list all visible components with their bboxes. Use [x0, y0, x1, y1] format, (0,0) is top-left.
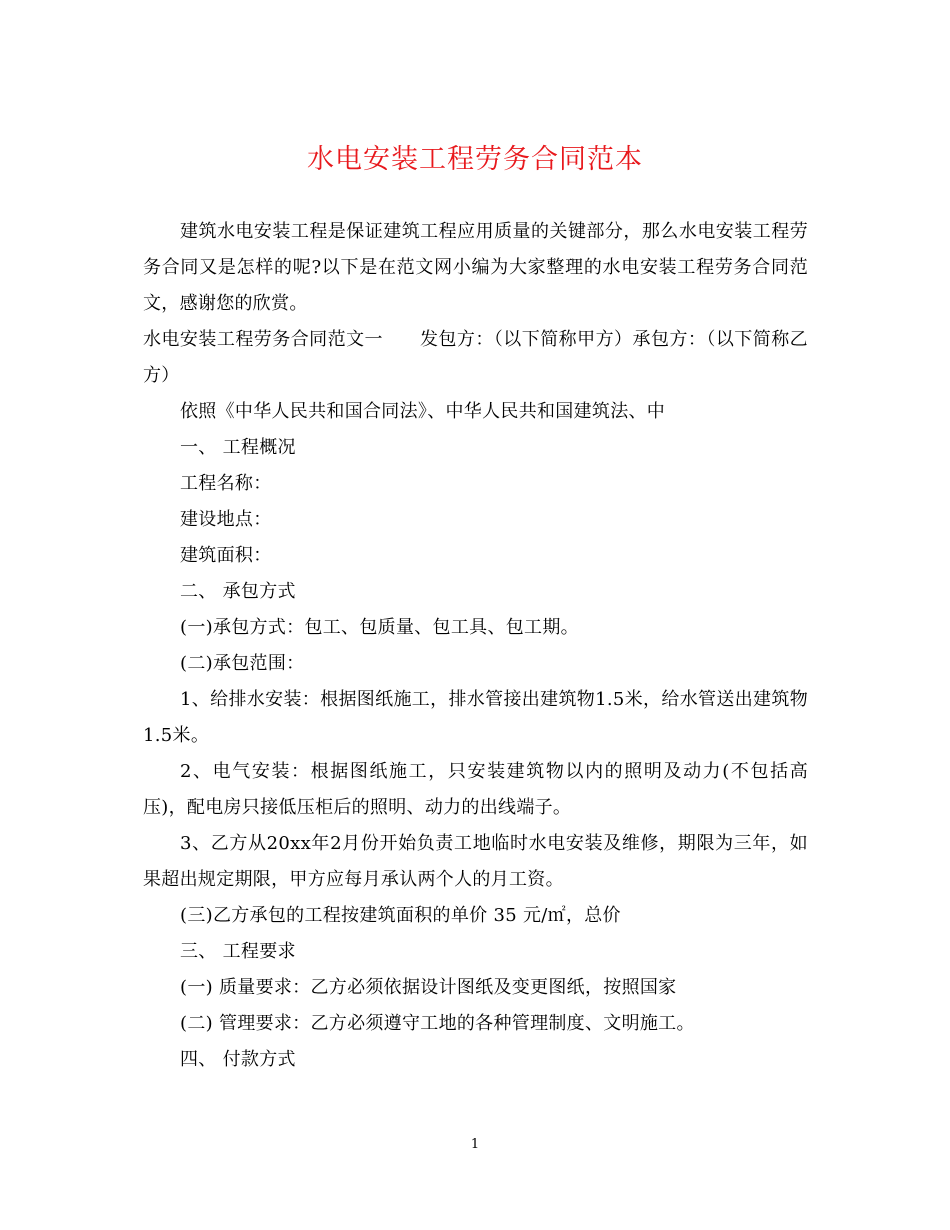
building-area-line: 建筑面积： — [180, 545, 272, 566]
page-number: 1 — [470, 1137, 480, 1152]
section-heading-contract-method: 二、 承包方式 — [180, 581, 296, 602]
unit-price-paragraph: (三)乙方承包的工程按建筑面积的单价 35 元/㎡，总价 — [180, 905, 621, 926]
water-installation-paragraph: 1、给排水安装：根据图纸施工，排水管接出建筑物1.5米，给水管送出建筑物1.5米。 — [143, 689, 808, 746]
contract-scope-heading: (二)承包范围： — [180, 653, 305, 674]
section-heading-overview: 一、 工程概况 — [180, 437, 296, 458]
electrical-installation-paragraph: 2、电气安装：根据图纸施工，只安装建筑物以内的照明及动力(不包括高压)，配电房只接低压柜后的照明、动力的出线端子。 — [143, 761, 808, 818]
document-body — [143, 214, 808, 1078]
management-requirement-paragraph: (二) 管理要求：乙方必须遵守工地的各种管理制度、文明施工。 — [180, 1013, 695, 1034]
contract-method-paragraph: (一)承包方式：包工、包质量、包工具、包工期。 — [180, 617, 579, 638]
project-name-line: 工程名称： — [180, 473, 272, 494]
section-heading-payment: 四、 付款方式 — [180, 1049, 296, 1070]
legal-basis-paragraph: 依照《中华人民共和国合同法》、中华人民共和国建筑法、中 — [180, 401, 666, 422]
section-heading-requirements: 三、 工程要求 — [180, 941, 296, 962]
quality-requirement-paragraph: (一) 质量要求：乙方必须依据设计图纸及变更图纸，按照国家 — [180, 977, 677, 998]
contract-heading-paragraph: 水电安装工程劳务合同范文一 发包方：（以下简称甲方）承包方：（以下简称乙方） — [143, 329, 808, 386]
maintenance-term-paragraph: 3、乙方从20xx年2月份开始负责工地临时水电安装及维修，期限为三年，如果超出规定期限，甲方应每月承认两个人的月工资。 — [143, 833, 808, 890]
construction-site-line: 建设地点： — [180, 509, 272, 530]
intro-paragraph: 建筑水电安装工程是保证建筑工程应用质量的关键部分，那么水电安装工程劳务合同又是怎样的呢?以下是在范文网小编为大家整理的水电安装工程劳务合同范文，感谢您的欣赏。 — [143, 221, 808, 314]
document-title: 水电安装工程劳务合同范本 — [307, 144, 643, 175]
